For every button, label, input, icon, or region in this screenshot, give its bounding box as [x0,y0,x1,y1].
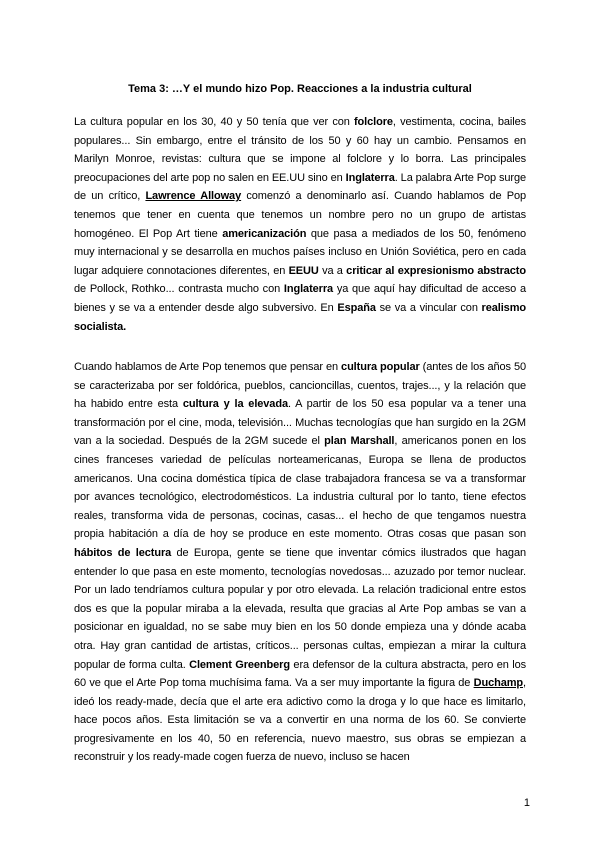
paragraph-1 [74,113,526,336]
emphasis-text: hábitos de lectura [74,546,172,559]
body-text: La cultura popular en los 30, 40 y 50 tenía que ver con [74,116,354,128]
body-text: , americanos ponen en los cines franceses variedad de películas norteamericanas, Europa se llena de productos americanos. Una cocina doméstica típica de clase trabajadora francesa se va a transformar por avances tecnológico, electrodomésticos. La industria cultural por lo tanto, tiene efectos reales, transforma vida de personas, cocinas, casas... el hecho de que tengamos nuestra propia habitación a día de hoy se produce en este momento. Otras cosas que pasan son [74,435,526,541]
emphasis-text: EEUU [288,264,319,277]
page-number: 1 [523,797,530,809]
emphasis-text: Duchamp [473,677,524,690]
document-title: Tema 3: …Y el mundo hizo Pop. Reacciones a la industria cultural [128,83,472,95]
emphasis-text: realismo socialista. [74,301,526,333]
emphasis-text: Inglaterra [345,171,395,184]
body-text: de Europa, gente se tiene que inventar cómics ilustrados que hagan entender lo que pasa en este momento, tecnologías novedosas... azuzado por temor nuclear. Por un lado tendríamos cultura popular y por otro elevada. La relación tradicional entre estos dos es que la popular miraba a la elevada, resulta que gracias al Arte Pop ambas se van a posicionar en igualdad, no se sabe muy bien en los 50 donde empieza una y dónde acaba otra. Hay gran cantidad de artistas, críticos... personas cultas, empiezan a mirar la cultura popular de forma culta. [74,546,526,671]
emphasis-text: plan Marshall [324,435,395,448]
body-text: (antes de los años 50 se caracterizaba por ser foldórica, pueblos, cancioncillas, cuentos, trajes..., y la relación que ha habido entre esta [74,361,526,411]
body-text: comenzó a denominarlo así. Cuando hablamos de Pop tenemos que tener en cuenta que tenemos un nombre pero no un grupo de artistas homogéneo. El Pop Art tiene [74,190,526,240]
body-text: de Pollock, Rothko... contrasta mucho con [74,283,284,296]
body-text: ya que aquí hay dificultad de acceso a bienes y se va a entender desde algo subversivo. En [74,283,526,314]
emphasis-text: Clement Greenberg [189,658,290,671]
body-text: era defensor de la cultura abstracta, pero en los 60 ve que el Arte Pop toma muchísima fama. Va a ser muy importante la figura de [74,658,526,690]
body-text: se va a vincular con [375,301,482,314]
body-text: va a [318,264,347,277]
paragraph-2 [74,358,526,767]
emphasis-text: folclore [353,116,393,128]
emphasis-text: criticar al expresionismo abstracto [346,264,526,277]
body-text: . A partir de los 50 esa popular va a tener una transformación por el cine, moda, televisión... Muchas tecnologías que han surgido en la 2GM van a la sociedad. Después de la 2GM sucede el [74,398,526,448]
body-text: , vestimenta, cocina, bailes populares... Sin embargo, entre el tránsito de los 50 y 60 hay un cambio. Pensamos en Marilyn Monroe, revistas: cultura que se impone al folclore y lo borra. Las principales preocupaciones del arte pop no salen en EE.UU sino en [74,116,526,184]
emphasis-text: España [337,301,376,314]
emphasis-text: Lawrence Alloway [145,190,242,203]
emphasis-text: cultura y la elevada [182,398,288,411]
emphasis-text: americanización [222,227,307,240]
body-text: , ideó los ready-made, decía que el arte era adictivo como la droga y lo que hace es limitarlo, hace pocos años. Esta limitación se va a convertir en una norma de los 60. Se convierte progresivamente en los 40, 50 en referencia, nuevo maestro, sus obras se empiezan a reconstruir y los ready-made cogen fuerza de nuevo, incluso se hacen [74,677,526,764]
body-text: que pasa a mediados de los 50, fenómeno muy internacional y se desarrolla en muchos países incluso en Unión Soviética, pero en cada lugar adquiere connotaciones diferentes, en [74,227,526,277]
body-text: Cuando hablamos de Arte Pop tenemos que pensar en [74,361,342,373]
body-text: . La palabra Arte Pop surge de un crítico, [74,171,526,203]
emphasis-text: Inglaterra [283,283,334,296]
emphasis-text: cultura popular [341,361,420,373]
